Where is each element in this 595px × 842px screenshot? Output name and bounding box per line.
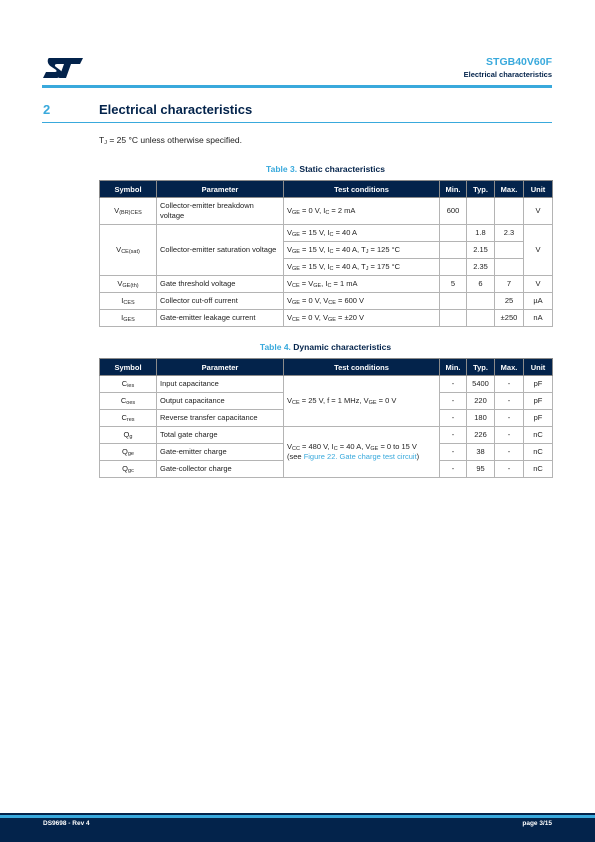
parameter-cell: Collector cut-off current bbox=[157, 293, 284, 310]
column-header: Max. bbox=[495, 181, 524, 198]
column-header: Typ. bbox=[467, 181, 495, 198]
section-title: Electrical characteristics bbox=[99, 102, 253, 117]
figure-22-link[interactable]: Figure 22. Gate charge test circuit bbox=[303, 452, 417, 461]
parameter-cell: Total gate charge bbox=[157, 427, 284, 444]
column-header: Test conditions bbox=[284, 181, 440, 198]
max-cell: - bbox=[495, 393, 524, 410]
page-number: page 3/15 bbox=[522, 820, 552, 827]
max-cell: - bbox=[495, 444, 524, 461]
typ-cell: 38 bbox=[467, 444, 495, 461]
unit-cell: V bbox=[524, 276, 553, 293]
max-cell: - bbox=[495, 410, 524, 427]
typ-cell: 180 bbox=[467, 410, 495, 427]
symbol-cell: $Q_{ge}$ bbox=[100, 444, 157, 461]
parameter-cell: Output capacitance bbox=[157, 393, 284, 410]
section-number: 2 bbox=[43, 102, 51, 117]
unit-cell: nA bbox=[524, 310, 553, 327]
parameter-cell: Gate-collector charge bbox=[157, 461, 284, 478]
condition-cell: $V_{GE} = 15$ V, $I_C = 40$ A, $T_J = 175$ °C bbox=[284, 259, 440, 276]
table4-caption: Table 4. Dynamic characteristics bbox=[259, 342, 392, 352]
max-cell: ±250 bbox=[495, 310, 524, 327]
typ-cell: 95 bbox=[467, 461, 495, 478]
typ-cell: 220 bbox=[467, 393, 495, 410]
section-rule bbox=[42, 122, 552, 123]
min-cell bbox=[440, 242, 467, 259]
table-header-row bbox=[100, 181, 553, 198]
column-header: Symbol bbox=[100, 181, 157, 198]
dynamic-characteristics-table bbox=[99, 358, 553, 478]
min-cell: - bbox=[440, 444, 467, 461]
column-header: Parameter bbox=[157, 181, 284, 198]
min-cell: 600 bbox=[440, 198, 467, 225]
max-cell bbox=[495, 198, 524, 225]
table-row bbox=[100, 376, 553, 393]
table3-caption: Table 3. Static characteristics bbox=[266, 164, 385, 174]
unit-cell: V bbox=[524, 225, 553, 276]
parameter-cell: Collector-emitter saturation voltage bbox=[157, 225, 284, 276]
parameter-cell: Reverse transfer capacitance bbox=[157, 410, 284, 427]
footer-rule bbox=[0, 815, 595, 818]
min-cell: - bbox=[440, 410, 467, 427]
symbol-cell: $Q_g$ bbox=[100, 427, 157, 444]
max-cell bbox=[495, 259, 524, 276]
column-header: Typ. bbox=[467, 359, 495, 376]
typ-cell: 1.8 bbox=[467, 225, 495, 242]
column-header: Symbol bbox=[100, 359, 157, 376]
unit-cell: nC bbox=[524, 427, 553, 444]
typ-cell bbox=[467, 310, 495, 327]
min-cell: - bbox=[440, 376, 467, 393]
condition-cell: $V_{CE} = 0$ V, $V_{GE} = \pm 20$ V bbox=[284, 310, 440, 327]
max-cell: 2.3 bbox=[495, 225, 524, 242]
typ-cell bbox=[467, 293, 495, 310]
column-header: Unit bbox=[524, 181, 553, 198]
static-characteristics-table bbox=[99, 180, 553, 327]
symbol-cell: $Q_{gc}$ bbox=[100, 461, 157, 478]
condition-cell: $V_{CE} = 25$ V, f = 1 MHz, $V_{GE} = 0$ V bbox=[284, 376, 440, 427]
unit-cell: V bbox=[524, 198, 553, 225]
st-logo-icon bbox=[42, 56, 84, 80]
table-row bbox=[100, 276, 553, 293]
parameter-cell: Gate-emitter leakage current bbox=[157, 310, 284, 327]
parameter-cell: Input capacitance bbox=[157, 376, 284, 393]
test-condition-note: $T_J = 25$ °C unless otherwise specified. bbox=[99, 135, 242, 146]
typ-cell: 226 bbox=[467, 427, 495, 444]
symbol-cell: $C_{res}$ bbox=[100, 410, 157, 427]
table-row bbox=[100, 427, 553, 444]
unit-cell: nC bbox=[524, 461, 553, 478]
condition-cell: $V_{GE} = 15$ V, $I_C = 40$ A, $T_J = 125$ °C bbox=[284, 242, 440, 259]
max-cell: - bbox=[495, 427, 524, 444]
header-rule bbox=[42, 85, 552, 88]
min-cell: 5 bbox=[440, 276, 467, 293]
unit-cell: µA bbox=[524, 293, 553, 310]
document-title: STGB40V60F bbox=[486, 56, 552, 68]
min-cell bbox=[440, 293, 467, 310]
min-cell: - bbox=[440, 393, 467, 410]
column-header: Test conditions bbox=[284, 359, 440, 376]
typ-cell: 2.35 bbox=[467, 259, 495, 276]
column-header: Unit bbox=[524, 359, 553, 376]
condition-cell: $V_{GE} = 0$ V, $I_C = 2$ mA bbox=[284, 198, 440, 225]
chapter-title: Electrical characteristics bbox=[463, 70, 552, 79]
symbol-cell: $C_{oes}$ bbox=[100, 393, 157, 410]
parameter-cell: Collector-emitter breakdown voltage bbox=[157, 198, 284, 225]
symbol-cell: $C_{ies}$ bbox=[100, 376, 157, 393]
symbol-cell: $V_{CE(sat)}$ bbox=[100, 225, 157, 276]
column-header: Parameter bbox=[157, 359, 284, 376]
max-cell: 7 bbox=[495, 276, 524, 293]
unit-cell: pF bbox=[524, 393, 553, 410]
parameter-cell: Gate threshold voltage bbox=[157, 276, 284, 293]
unit-cell: nC bbox=[524, 444, 553, 461]
column-header: Min. bbox=[440, 359, 467, 376]
max-cell bbox=[495, 242, 524, 259]
table-row bbox=[100, 293, 553, 310]
document-revision: DS9698 - Rev 4 bbox=[43, 820, 90, 827]
parameter-cell: Gate-emitter charge bbox=[157, 444, 284, 461]
symbol-cell: $I_{CES}$ bbox=[100, 293, 157, 310]
min-cell bbox=[440, 225, 467, 242]
condition-cell: $V_{GE} = 15$ V, $I_C = 40$ A bbox=[284, 225, 440, 242]
typ-cell bbox=[467, 198, 495, 225]
table-row bbox=[100, 310, 553, 327]
table-row bbox=[100, 225, 553, 242]
condition-cell: $V_{GE} = 0$ V, $V_{CE} = 600$ V bbox=[284, 293, 440, 310]
condition-cell: $V_{CC} = 480$ V, $I_C = 40$ A, $V_{GE} = 0$ to 15 V (see Figure 22. Gate charge test circuit) bbox=[284, 427, 440, 478]
min-cell bbox=[440, 259, 467, 276]
max-cell: - bbox=[495, 376, 524, 393]
typ-cell: 2.15 bbox=[467, 242, 495, 259]
symbol-cell: $I_{GES}$ bbox=[100, 310, 157, 327]
unit-cell: pF bbox=[524, 376, 553, 393]
symbol-cell: $V_{(BR)CES}$ bbox=[100, 198, 157, 225]
min-cell bbox=[440, 310, 467, 327]
table-header-row bbox=[100, 359, 553, 376]
max-cell: - bbox=[495, 461, 524, 478]
min-cell: - bbox=[440, 461, 467, 478]
condition-cell: $V_{CE} = V_{GE}$, $I_C = 1$ mA bbox=[284, 276, 440, 293]
symbol-cell: $V_{GE(th)}$ bbox=[100, 276, 157, 293]
unit-cell: pF bbox=[524, 410, 553, 427]
typ-cell: 5400 bbox=[467, 376, 495, 393]
min-cell: - bbox=[440, 427, 467, 444]
column-header: Max. bbox=[495, 359, 524, 376]
column-header: Min. bbox=[440, 181, 467, 198]
typ-cell: 6 bbox=[467, 276, 495, 293]
max-cell: 25 bbox=[495, 293, 524, 310]
table-row bbox=[100, 198, 553, 225]
